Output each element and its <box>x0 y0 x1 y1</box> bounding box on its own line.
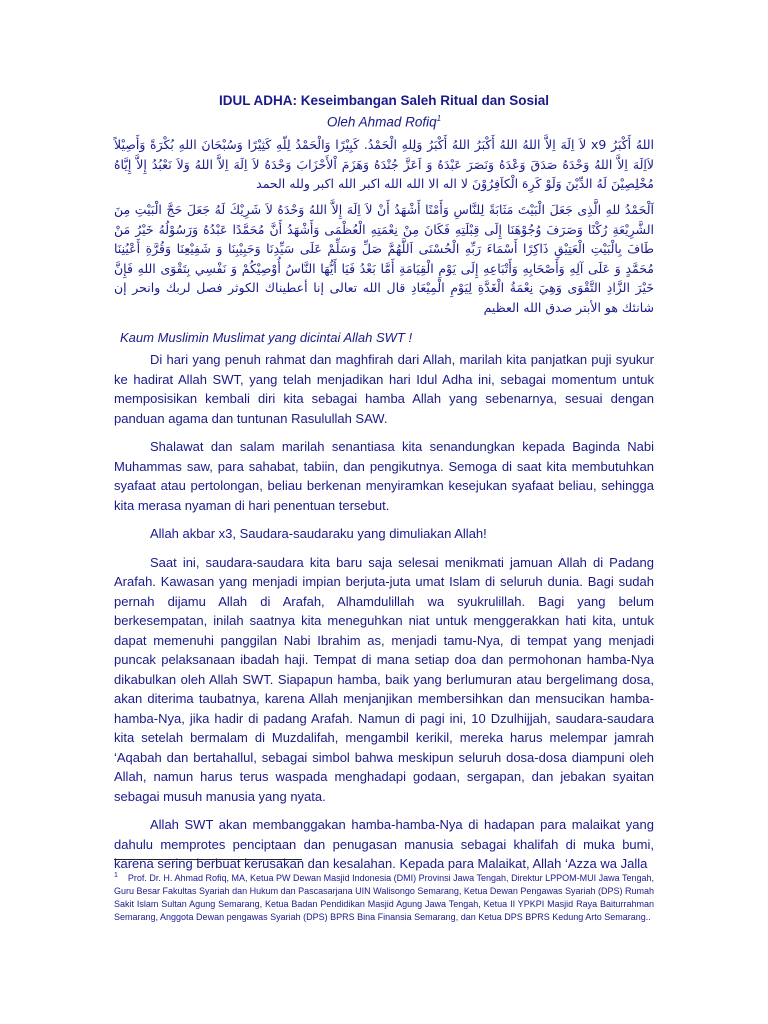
paragraph: Saat ini, saudara-saudara kita baru saja selesai menikmati jamuan Allah di Padang Arafah. Kawasan yang menjadi impian berjuta-juta umat Islam di seluruh dunia. Bagi sudah pernah dijamu Allah di Arafah, Alhamdulillah wa syukrulillah. Bagi yang belum berkesempatan, inilah saatnya kita meneguhkan niat untuk menggerakkan hati kita, untuk dapat memenuhi panggilan Nabi Ibrahim as, menjadi tamu-Nya, di tempat yang menjadi puncak pelaksanaan ibadah haji. Tempat di mana setiap doa dan permohonan hamba-Nya dikabulkan oleh Allah SWT. Siapapun hamba, baik yang berlumuran atau bergelimang dosa, akan diterima taubatnya, karena Allah menjanjikan membersihkan dan mensucikan hamba-hamba-Nya, jika hadir di padang Arafah. Namun di pagi ini, 10 Dzulhijjah, saudara-saudara kita setelah bermalam di Muzdalifah, mengambil kerikil, mereka harus melempar jamrah ‘Aqabah dan bertahallul, sebagai simbol bahwa meskipun seluruh dosa-dosa diampuni oleh Allah, namun harus terus waspada menghadapi godaan, sergapan, dan jebakan syaitan sebagai musuh manusia yang nyata. <box>114 554 654 804</box>
body-text <box>114 350 654 883</box>
footnote <box>114 869 654 924</box>
salutation: Kaum Muslimin Muslimat yang dicintai Allah SWT ! <box>120 330 413 345</box>
paragraph: Allah SWT akan membanggakan hamba-hamba-Nya di hadapan para malaikat yang dahulu memprotes penciptaan dan penugasan manusia sebagai khalifah di muka bumi, karena sering berbuat kerusakan dan kesalahan. Kepada para Malaikat, Allah ‘Azza wa Jalla <box>114 817 654 871</box>
paragraph: Allah akbar x3, Saudara-saudaraku yang dimuliakan Allah! <box>150 526 487 541</box>
footnote-text: Prof. Dr. H. Ahmad Rofiq, MA, Ketua PW Dewan Masjid Indonesia (DMI) Provinsi Jawa Tengah, Direktur LPPOM-MUI Jawa Tengah, Guru Besar Fakultas Syariah dan Hukum dan Pascasarjana UIN Walisongo Semarang, Ketua Dewan Pengawas Syariah (DPS) Rumah Sakit Islam Sultan Agung Semarang, Ketua Badan Pendidikan Masjid Agung Jawa Tengah, Ketua II YPKPI Masjid Raya Baiturrahman Semarang, Anggota Dewan pengawas Syariah (DPS) BPRS Bina Finansia Semarang, dan Ketua DPS BPRS Kedung Arto Semarang.. <box>114 873 654 922</box>
author-name: Oleh Ahmad Rofiq <box>326 114 437 130</box>
footnote-mark: 1 <box>114 872 118 879</box>
document-title: IDUL ADHA: Keseimbangan Saleh Ritual dan Sosial <box>218 93 550 108</box>
paragraph: Di hari yang penuh rahmat dan maghfirah dari Allah, marilah kita panjatkan puji syukur ke hadirat Allah SWT, yang telah menjadikan hari Idul Adha ini, sebagai momentum untuk memposisikan kembali diri kita sebagai hamba Allah yang sebenarnya, sesuai dengan panduan agama dan tuntunan Rasulullah SAW. <box>114 352 654 426</box>
arabic-khutbah-opening: اَلْحَمْدُ للهِ الَّذِى جَعَلَ الْبَيْتَ مَثَابَةً لِلنَّاسِ وَأَمْنًا أَشْهَدُ أَنْ لاَ اِلَهَ إِلاَّ اللهُ وَحْدَهُ لاَ شَرِيْكَ لَهُ جَعَلَ حَجَّ الْبَيْتِ مِنَ الشَّرِيْعَةِ رُكْنًا وَصَرَفَ وُجُوْهَنَا إِلَى قِبْلَتِهِ فَكَانَ مِنْ نِعْمَتِهِ الْعُظْمَى وَأَشْهَدُ أَنَّ مُحَمَّدًا عَبْدُهُ وَرَسُوْلُهُ خَيْرُ مَنْ طَافَ بِالْبَيْتِ الْعَتِيْقِ ذَاكِرًا أَسْمَاءَ رَبِّهِ الْحُسْنَى اَللَّهُمَّ صَلِّ وَسَلِّمْ عَلَى سَيِّدِنَا وَحَبِيْبِنَا وَ شَفِيْعِنَا وَقُرَّةِ أَعْيُنِنَا مُحَمَّدٍ وَ عَلَى آلِهِ وَأَصْحَابِهِ وَأَتْبَاعِهِ إِلَى يَوْمِ الْقِيَامَةِ أَمَّا بَعْدُ فَيَا أَيُّهَا النَّاسُ أُوْصِيْكُمْ وَ نَفْسِي بِتَقْوَى اللهِ فَإِنَّ خَيْرَ الزَّادِ التَّقْوَى وَهِيَ نِعْمَةُ الْغَدَّةِ لِيَوْمِ الْمِيْعَادِ قال الله تعالى إنا أعطيناك الكوثر فصل لربك وانحر إن شانئك هو الأبتر صدق الله العظيم <box>114 202 654 315</box>
footnote-separator <box>114 859 302 860</box>
paragraph: Shalawat dan salam marilah senantiasa kita senandungkan kepada Baginda Nabi Muhammas saw, para sahabat, tabiin, dan pengikutnya. Semoga di saat kita membutuhkan syafaat atau pertolongan, beliau berkenan menyiramkan kesejukan syafaat beliau, sehingga kita merasa nyaman di hari penentuan tersebut. <box>114 439 654 513</box>
arabic-takbir: اللهُ أَكْبَرُ x9 لاَ اِلَهَ اِلاَّ اللهُ اللهُ أَكْبَرُ اللهُ أَكْبَرُ وَلِلهِ الْحَمْدُ. كَبِيْرًا وَالْحَمْدُ لِلّهِ كَثِيْرًا وَسُبْحَانَ اللهِ بُكْرَةً وَأَصِيْلاً لاَاِلَهَ اِلاَّ اللهُ وَحْدَهُ صَدَقَ وَعْدَهُ وَنَصَرَ عَبْدَهُ وَ اَعَزَّ جُنْدَهُ وَهَزَمَ اْلأَحْزَابَ وَحْدَهُ لاَ اِلَهَ اِلاَّ اللهُ وَلاَ نَعْبُدُ إِلاَّ إِيَّاهُ مُخْلِصِيْنَ لَهُ الدِّيْنَ وَلَوْ كَرِهَ الْكاَفِرُوْنَ لا اله الا الله الله اكبر الله اكبر ولله الحمد <box>114 137 654 191</box>
author-footnote-mark: 1 <box>436 114 442 123</box>
document-author <box>0 114 768 130</box>
